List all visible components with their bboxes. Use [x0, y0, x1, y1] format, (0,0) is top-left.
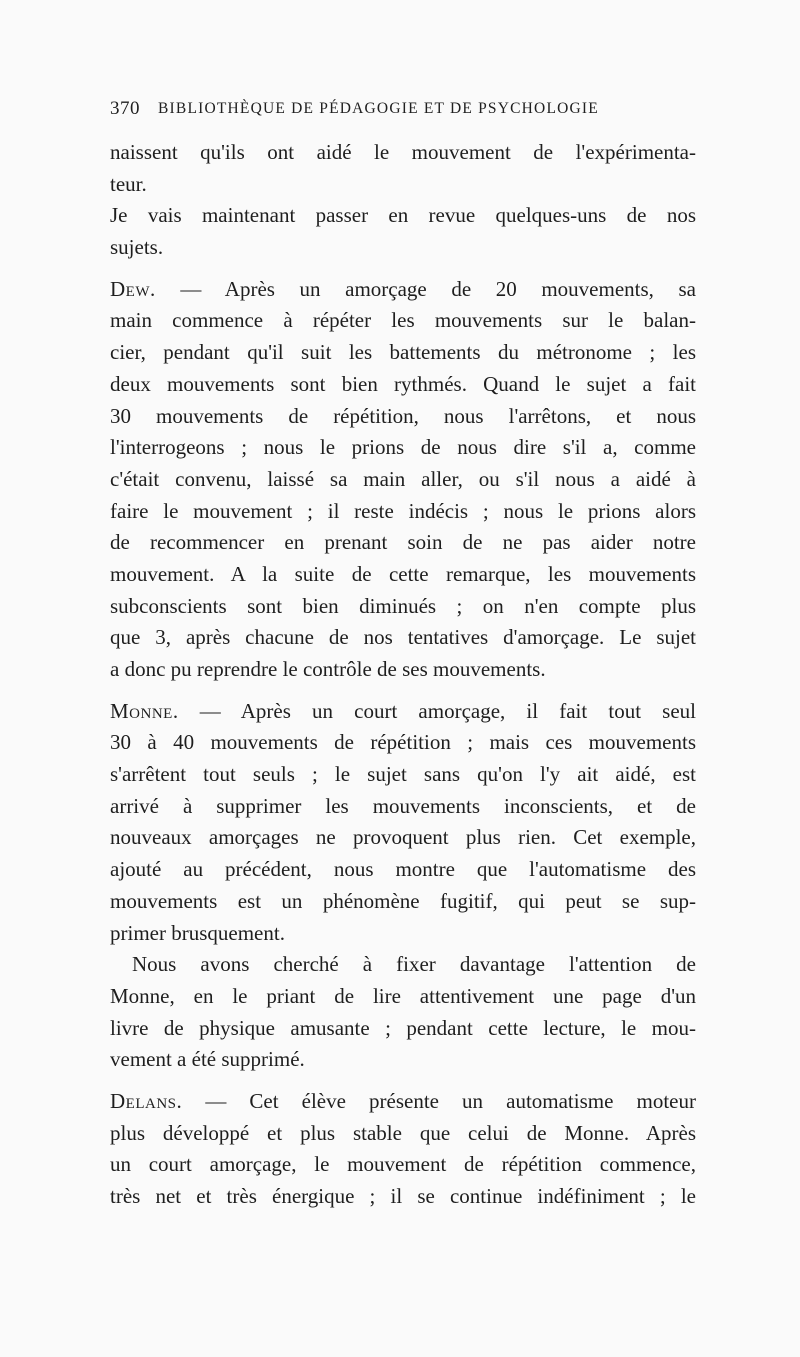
text-line: s'arrêtent tout seuls ; le sujet sans qu'on l'y ait aidé, est	[110, 762, 696, 787]
subject-name-dew: Dew.	[110, 276, 156, 301]
text-line: très net et très énergique ; il se continue indéfiniment ; le	[110, 1184, 696, 1208]
running-head	[110, 98, 690, 124]
text-line: faire le mouvement ; il reste indécis ; nous le prions alors	[110, 498, 696, 523]
subject-name-monne: Monne.	[110, 698, 179, 723]
text-line: mouvements est un phénomène fugitif, qui peut se sup-	[110, 888, 696, 913]
text-line: Delans. — Cet élève présente un automatisme moteur	[110, 1088, 696, 1113]
text-line: Monne, en le priant de lire attentivement une page d'un	[110, 983, 696, 1008]
text-line: Dew. — Après un amorçage de 20 mouvements, sa	[110, 276, 696, 301]
text-line: naissent qu'ils ont aidé le mouvement de l'expérimenta-	[110, 140, 696, 164]
text-line: ajouté au précédent, nous montre que l'automatisme des	[110, 857, 696, 882]
text-line: subconscients sont bien diminués ; on n'en compte plus	[110, 593, 696, 618]
text-line: 30 à 40 mouvements de répétition ; mais ces mouvements	[110, 730, 696, 755]
text-line: main commence à répéter les mouvements sur le balan-	[110, 308, 696, 333]
text-line: vement a été supprimé.	[110, 1047, 305, 1072]
text-line: c'était convenu, laissé sa main aller, ou s'il nous a aidé à	[110, 466, 696, 491]
paragraph-gap	[110, 686, 696, 696]
text-line: Nous avons cherché à fixer davantage l'attention de	[132, 952, 696, 977]
text-line: deux mouvements sont bien rythmés. Quand le sujet a fait	[110, 371, 696, 396]
text-line: un court amorçage, le mouvement de répétition commence,	[110, 1152, 696, 1177]
running-head-title: BIBLIOTHÈQUE DE PÉDAGOGIE ET DE PSYCHOLOGIE	[158, 100, 599, 117]
body-text	[110, 137, 696, 1213]
text-line: 30 mouvements de répétition, nous l'arrêtons, et nous	[110, 403, 696, 428]
text-line: mouvement. A la suite de cette remarque, les mouvements	[110, 561, 696, 586]
text-line: arrivé à supprimer les mouvements inconscients, et de	[110, 793, 696, 818]
text-line: l'interrogeons ; nous le prions de nous dire s'il a, comme	[110, 435, 696, 460]
text-line: livre de physique amusante ; pendant cette lecture, le mou-	[110, 1015, 696, 1040]
text-line: de recommencer en prenant soin de ne pas aider notre	[110, 530, 696, 555]
text-line: teur.	[110, 171, 147, 196]
paragraph-gap	[110, 264, 696, 274]
text-line: cier, pendant qu'il suit les battements du métronome ; les	[110, 340, 696, 365]
text-line: plus développé et plus stable que celui de Monne. Après	[110, 1120, 696, 1145]
text-line: Monne. — Après un court amorçage, il fait tout seul	[110, 698, 696, 723]
text-line: nouveaux amorçages ne provoquent plus rien. Cet exemple,	[110, 825, 696, 850]
text-line: a donc pu reprendre le contrôle de ses mouvements.	[110, 657, 546, 681]
text-line: que 3, après chacune de nos tentatives d'amorçage. Le sujet	[110, 625, 696, 650]
text-line: Je vais maintenant passer en revue quelques-uns de nos	[110, 203, 696, 228]
text-line: sujets.	[110, 235, 164, 260]
subject-name-delans: Delans.	[110, 1088, 183, 1113]
text-line: primer brusquement.	[110, 920, 285, 945]
paragraph-gap	[110, 1076, 696, 1086]
page-number: 370	[110, 98, 140, 119]
